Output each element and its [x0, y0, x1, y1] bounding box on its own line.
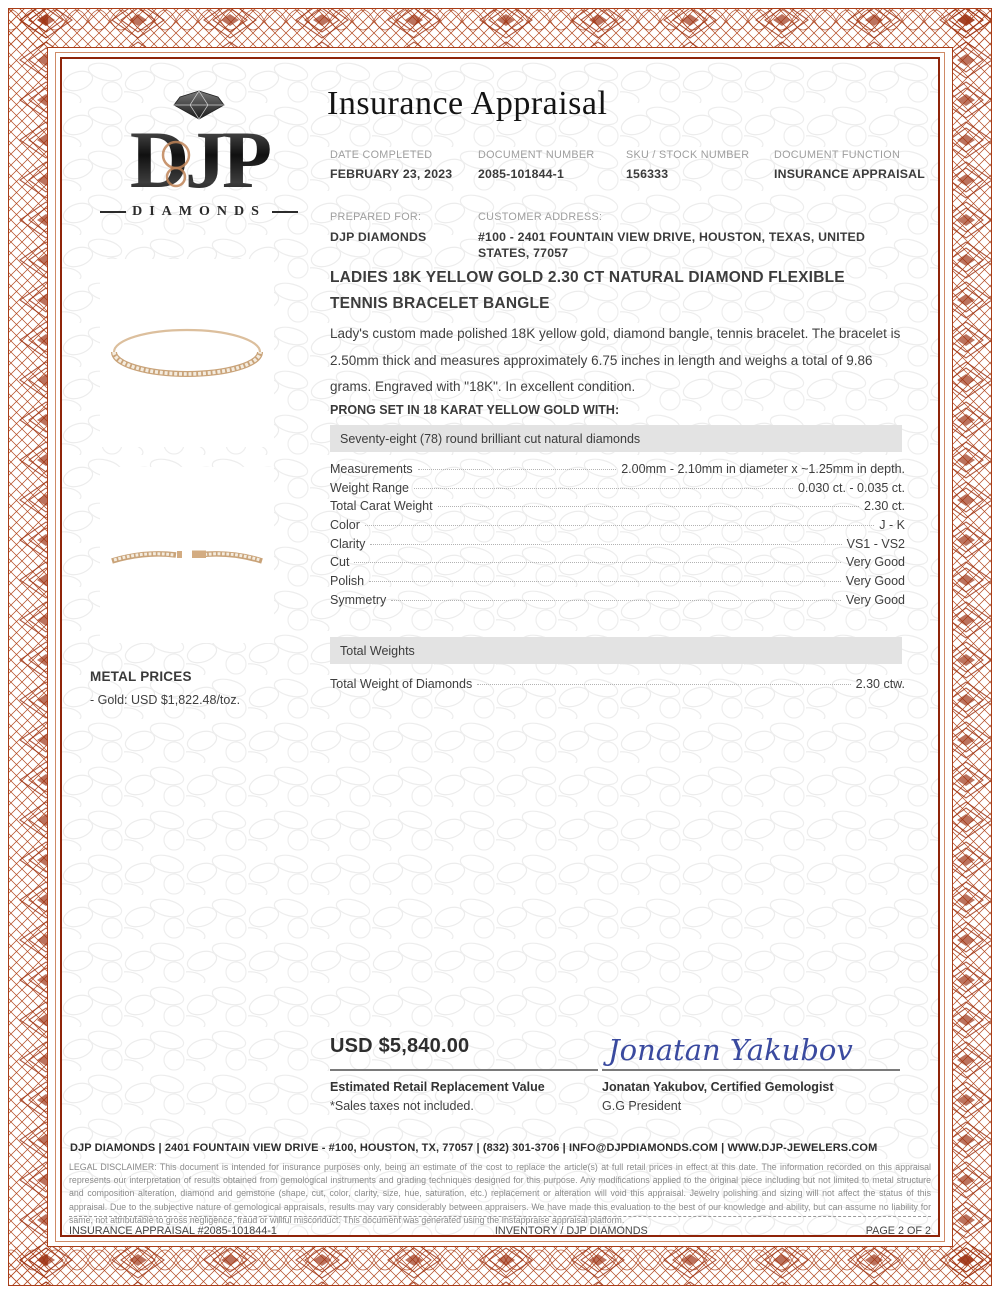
spec-label: Clarity: [330, 536, 366, 551]
spec-row-polish: [330, 574, 905, 593]
djp-logo-graphic: [80, 85, 318, 203]
prepared-for-section: [330, 211, 930, 261]
meta-docnumber: [478, 149, 626, 181]
prong-heading: PRONG SET IN 18 KARAT YELLOW GOLD WITH:: [330, 403, 620, 417]
contact-line: DJP DIAMONDS | 2401 FOUNTAIN VIEW DRIVE - #100, HOUSTON, TX, 77057 | (832) 301-3706 | INFO@DJPDIAMONDS.COM | WWW.DJP-JEWELERS.COM: [70, 1142, 878, 1154]
dotted-leader: [365, 525, 874, 526]
metal-prices-section: [90, 669, 320, 707]
gold-price: - Gold: USD $1,822.48/toz.: [90, 693, 241, 707]
total-weight-table: [330, 677, 905, 696]
valuation-label: Estimated Retail Replacement Value: [330, 1080, 545, 1094]
spec-row-color: [330, 518, 905, 537]
spec-table: [330, 462, 905, 612]
spec-value: 2.30 ctw.: [855, 677, 905, 691]
djp-logo: [80, 85, 318, 220]
prepared-for-label: PREPARED FOR:: [330, 211, 422, 223]
spec-value: 2.00mm - 2.10mm in diameter x ~1.25mm in depth.: [621, 462, 905, 476]
spec-value: 0.030 ct. - 0.035 ct.: [797, 480, 905, 495]
spec-label: Cut: [330, 555, 350, 570]
dotted-leader: [354, 562, 840, 563]
dotted-leader: [477, 684, 850, 685]
spec-label: Symmetry: [330, 592, 387, 607]
meta-date-label: DATE COMPLETED: [330, 149, 433, 161]
bottom-bar: [69, 1216, 931, 1237]
dotted-leader: [370, 544, 841, 545]
meta-function-value: INSURANCE APPRAISAL: [774, 167, 925, 181]
spec-label: Weight Range: [330, 480, 409, 495]
bracelet-photo-top: [100, 259, 274, 447]
signature-section: [602, 1011, 900, 1113]
spec-row-symmetry: [330, 593, 905, 612]
logo-dash-right: [272, 211, 298, 213]
item-description: Lady's custom made polished 18K yellow gold, diamond bangle, tennis bracelet. The bracelet is 2.50mm thick and measures approximately 6.75 inches in length and weighs a total of 9.86 grams. Engraved with "18K". In excellent condition.: [330, 326, 901, 394]
spec-value: 2.30 ct.: [864, 499, 905, 514]
meta-function-label: DOCUMENT FUNCTION: [774, 149, 901, 161]
bottom-doc-ref: INSURANCE APPRAISAL #2085-101844-1: [69, 1225, 277, 1237]
signer-title: G.G President: [602, 1099, 682, 1113]
customer-address-label: CUSTOMER ADDRESS:: [478, 211, 603, 223]
spec-value: Very Good: [845, 592, 905, 607]
bottom-inventory: INVENTORY / DJP DIAMONDS: [494, 1225, 648, 1237]
dotted-leader: [438, 506, 859, 507]
document-meta: [330, 149, 930, 181]
meta-date-value: FEBRUARY 23, 2023: [330, 167, 453, 181]
spec-label: Color: [330, 518, 360, 533]
logo-subtitle-text: DIAMONDS: [132, 204, 266, 219]
bracelet-photo-bottom: [100, 467, 274, 643]
spec-row-clarity: [330, 537, 905, 556]
spec-row-cut: [330, 555, 905, 574]
meta-sku-label: SKU / STOCK NUMBER: [626, 149, 750, 161]
meta-docnumber-label: DOCUMENT NUMBER: [478, 149, 595, 161]
signer-name: Jonatan Yakubov, Certified Gemologist: [602, 1080, 834, 1094]
spec-row-total-weight: [330, 677, 905, 696]
bottom-page-number: PAGE 2 OF 2: [865, 1225, 931, 1237]
spec-label: Polish: [330, 574, 365, 589]
dotted-leader: [369, 581, 841, 582]
spec-value: J - K: [879, 518, 905, 533]
legal-disclaimer: LEGAL DISCLAIMER: This document is intended for insurance purposes only, being an estimate of the cost to replace the article(s) at full retail prices in effect at this date. The information recorded on this appraisal represents our interpretation of results obtained from gemological instruments and grading techniques designed for this purpose. Any modifications applied to the original piece including but not limited to metal structure and composition alteration, diamond and gemstone (shape, cut, color, clarity, size, hue, saturation, etc.) replacement or alteration will void this appraisal. Jewelry polishing and sizing will not affect the status of this appraisal. Due to the subjective nature of gemological appraisals, results may vary considerably between appraisers. We have made this evaluation to the best of our knowledge and ability, but can assume no liability for same, not attributable to gross negligence, fraud or willful misconduct. This document was generated using the Instappraise appraisal platform.: [69, 1162, 931, 1225]
total-weights-bar: Total Weights: [330, 637, 902, 664]
prepared-for: [330, 211, 478, 261]
spec-value: VS1 - VS2: [846, 536, 905, 551]
customer-address: [478, 211, 898, 261]
spec-label: Total Carat Weight: [330, 499, 433, 514]
signature: Jonatan Yakubov: [602, 1011, 900, 1071]
appraised-value: USD $5,840.00: [330, 1035, 598, 1071]
spec-label: Measurements: [330, 462, 413, 476]
valuation-section: [330, 1035, 598, 1113]
prepared-for-value: DJP DIAMONDS: [330, 230, 427, 244]
spec-value: Very Good: [845, 574, 905, 589]
valuation-note: *Sales taxes not included.: [330, 1099, 474, 1113]
document-sheet: [60, 57, 940, 1237]
item-title: LADIES 18K YELLOW GOLD 2.30 CT NATURAL DIAMOND FLEXIBLE TENNIS BRACELET BANGLE: [330, 269, 845, 312]
dotted-leader: [418, 469, 617, 470]
meta-docnumber-value: 2085-101844-1: [478, 167, 565, 181]
meta-function: [774, 149, 930, 181]
dotted-leader: [414, 488, 793, 489]
meta-sku-value: 156333: [626, 167, 669, 181]
metal-prices-heading: METAL PRICES: [90, 669, 192, 684]
logo-dash-left: [100, 211, 126, 213]
bracelet-open-view: [100, 467, 274, 643]
logo-subtitle: [80, 204, 318, 220]
logo-text: DJP: [129, 114, 269, 203]
customer-address-value: #100 - 2401 FOUNTAIN VIEW DRIVE, HOUSTON, TEXAS, UNITED STATES, 77057: [478, 230, 866, 260]
meta-date: [330, 149, 478, 181]
spec-row-weight-range: [330, 481, 905, 500]
bracelet-side-view: [100, 259, 274, 447]
meta-sku: [626, 149, 774, 181]
page-title: Insurance Appraisal: [327, 85, 608, 122]
dotted-leader: [391, 600, 841, 601]
stones-bar: Seventy-eight (78) round brilliant cut natural diamonds: [330, 425, 902, 452]
spec-row-measurements: [330, 462, 905, 481]
spec-label: Total Weight of Diamonds: [330, 677, 473, 691]
spec-row-total-carat: [330, 499, 905, 518]
spec-value: Very Good: [845, 555, 905, 570]
